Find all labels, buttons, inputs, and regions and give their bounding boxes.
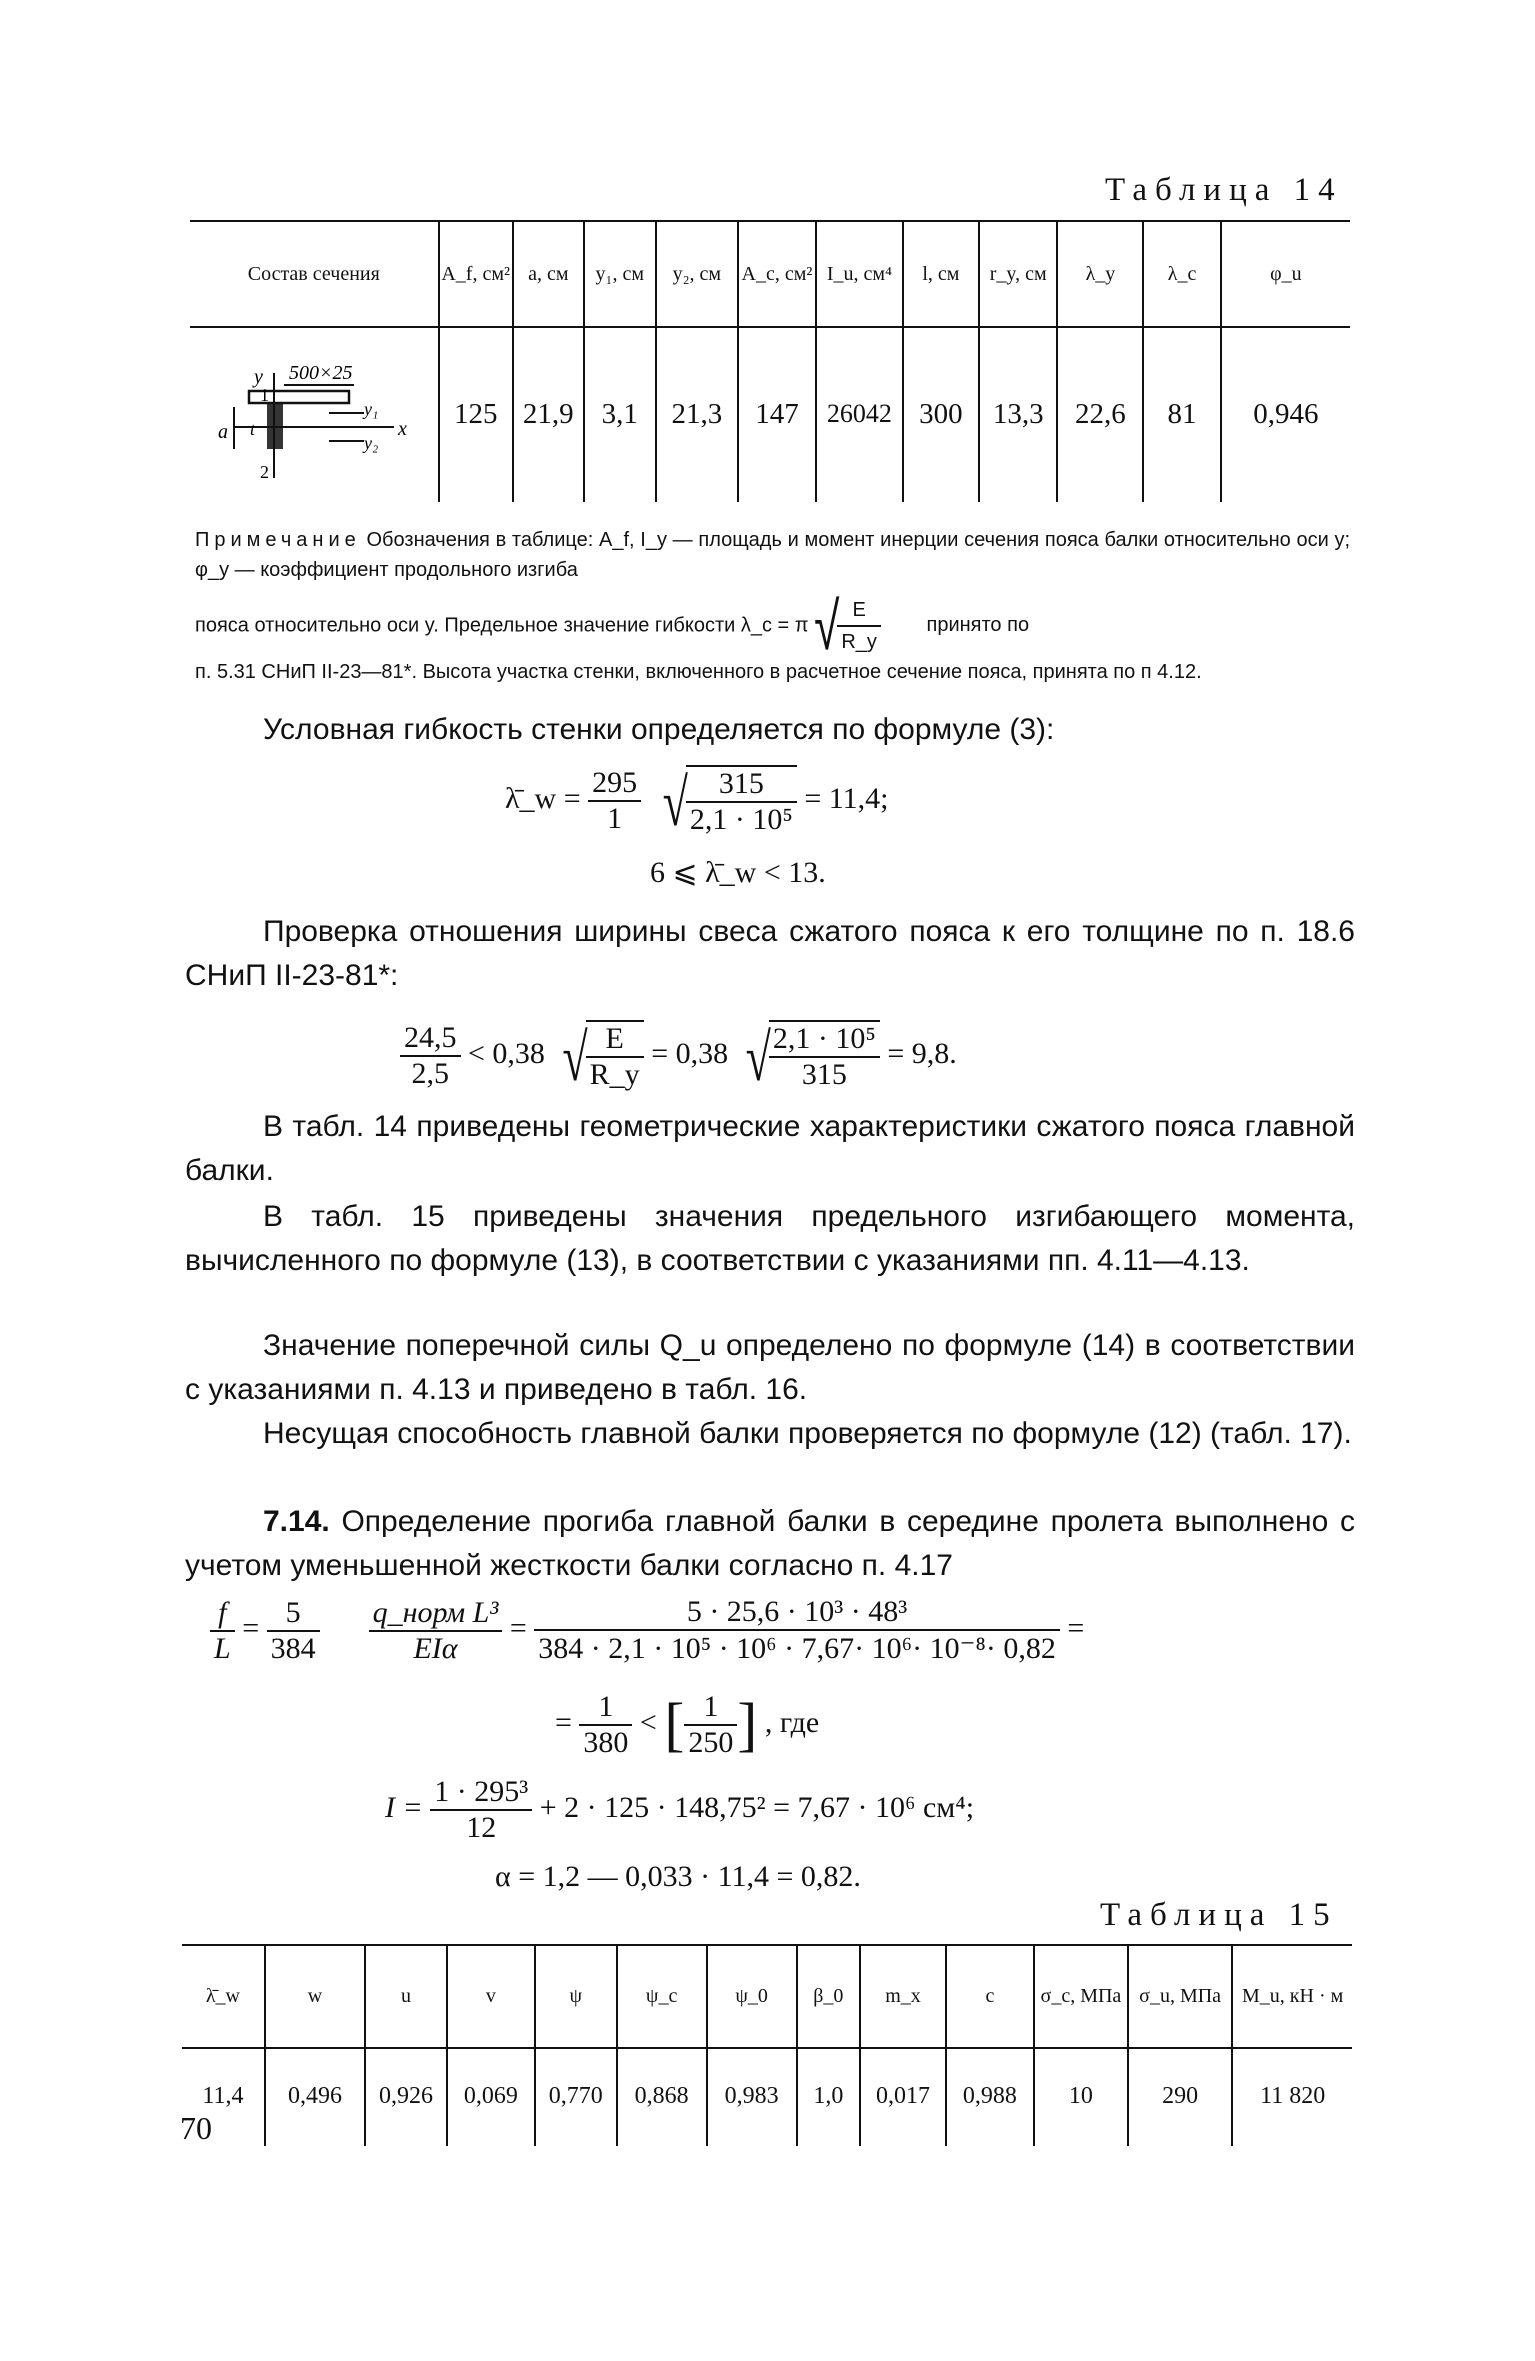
t14-v11: 0,946 <box>1221 326 1350 502</box>
para-3: В табл. 14 приведены геометрические характеристики сжатого пояса главной балки. <box>185 1110 1355 1187</box>
t15-v4: 0,770 <box>535 2046 617 2146</box>
t15-h6: ψ_0 <box>707 1946 797 2046</box>
t15-h10: σ_c, МПа <box>1034 1946 1128 2046</box>
t15-h2: u <box>365 1946 447 2046</box>
svg-text:1: 1 <box>259 385 269 405</box>
f1-result: = 11,4; <box>804 781 889 815</box>
t14-h11: φ_u <box>1221 222 1350 326</box>
t15-h12: M_u, кН · м <box>1232 1946 1352 2046</box>
t15-h4: ψ <box>535 1946 617 2046</box>
t15-v1: 0,496 <box>265 2046 365 2146</box>
t15-v7: 1,0 <box>797 2046 860 2146</box>
t15-v0: 11,4 <box>202 2082 244 2109</box>
table-note <box>195 525 1350 687</box>
t15-h0: λ̄_w <box>205 1985 240 2007</box>
para-7-text: Определение прогиба главной балки в середине пролета выполнено с учетом уменьшенной жесткости балки согласно п. 4.17 <box>185 1505 1355 1582</box>
table-15 <box>182 1946 1352 2146</box>
t15-v3: 0,069 <box>447 2046 535 2146</box>
para-5: Значение поперечной силы Q_u определено по формуле (14) в соответствии с указаниями п. 4.13 и приведено в табл. 16. <box>185 1329 1355 1406</box>
t14-h4: y₂, см <box>656 222 738 326</box>
t14-h7: l, см <box>903 222 979 326</box>
t15-h7: β_0 <box>797 1946 860 2046</box>
t14-h0: Состав сечения <box>247 263 380 285</box>
para-6: Несущая способность главной балки проверяется по формуле (12) (табл. 17). <box>263 1417 1352 1450</box>
t14-v7: 300 <box>903 326 979 502</box>
note-label: Примечание <box>195 529 361 551</box>
table14-caption: Таблица 14 <box>1105 172 1343 208</box>
formula-inertia: I = $\frac{\text{1 · 295³}}{12}$ + 2 · 125 · 148,75² = 7,67 · 10⁶ см⁴; <box>385 1775 975 1844</box>
t15-h1: w <box>265 1946 365 2046</box>
svg-text:t: t <box>249 419 255 439</box>
t15-h3: v <box>447 1946 535 2046</box>
section-sketch <box>194 343 434 493</box>
t14-h8: r_y, см <box>979 222 1057 326</box>
t15-v10: 10 <box>1034 2046 1128 2146</box>
t15-v8: 0,017 <box>860 2046 946 2146</box>
t14-h5: A_c, см² <box>738 222 816 326</box>
t14-h3: y₁, см <box>584 222 656 326</box>
t14-sketch-cell <box>190 326 439 502</box>
page-number: 70 <box>180 2110 212 2146</box>
t14-v10: 81 <box>1143 326 1220 502</box>
note-line2a: пояса относительно оси y. Предельное значение гибкости λ_c = π <box>195 614 809 637</box>
f1-lhs: λ̄_w = <box>505 781 581 815</box>
t15-v11: 290 <box>1128 2046 1232 2146</box>
t14-v4: 21,3 <box>656 326 738 502</box>
t15-v12: 11 820 <box>1232 2046 1352 2146</box>
t14-h6: I_u, см⁴ <box>816 222 903 326</box>
svg-text:500×25: 500×25 <box>288 362 353 384</box>
t15-h11: σ_u, МПа <box>1128 1946 1232 2046</box>
t14-h9: λ_y <box>1057 222 1143 326</box>
t15-h8: m_x <box>860 1946 946 2046</box>
svg-text:y₂: y₂ <box>363 433 379 453</box>
svg-text:x: x <box>397 418 407 440</box>
para-4: В табл. 15 приведены значения предельного изгибающего момента, вычисленного по формуле (13), в соответствии с указаниями пп. 4.11—4.13. <box>185 1200 1355 1277</box>
t15-h9: c <box>946 1946 1034 2046</box>
formula-range: 6 ⩽ λ̄_w < 13. <box>650 856 826 889</box>
table-14 <box>190 222 1350 502</box>
t15-v9: 0,988 <box>946 2046 1034 2146</box>
t15-v2: 0,926 <box>365 2046 447 2146</box>
svg-text:a: a <box>217 421 228 443</box>
t14-v8: 13,3 <box>979 326 1057 502</box>
para-2: Проверка отношения ширины свеса сжатого пояса к его толщине по п. 18.6 СНиП II-23-81*: <box>185 915 1355 992</box>
formula-alpha: α = 1,2 — 0,033 · 11,4 = 0,82. <box>495 1860 861 1893</box>
svg-text:2: 2 <box>259 462 269 482</box>
note-line2b: принято по <box>926 614 1030 637</box>
t14-v9: 22,6 <box>1057 326 1143 502</box>
formula-overhang: $\frac{24,5}{2,5}$ < 0,38 √ $\frac{E}{R\_y}$ = 0,38 √ $\frac{\text{2,1 · 10⁵}}{315}$ = 9,8. <box>400 1020 957 1092</box>
t14-v6: 26042 <box>816 326 903 502</box>
section-number: 7.14. <box>263 1505 330 1538</box>
t14-v2: 21,9 <box>513 326 584 502</box>
t14-v1: 125 <box>439 326 513 502</box>
note-line1: Обозначения в таблице: A_f, I_y — площадь и момент инерции сечения пояса балки относительно оси y; φ_y — коэффициент продольного изгиба <box>195 529 1351 581</box>
t15-h5: ψ_c <box>617 1946 707 2046</box>
t14-v3: 3,1 <box>584 326 656 502</box>
para-7 <box>185 1500 1355 1588</box>
t15-v5: 0,868 <box>617 2046 707 2146</box>
formula-slenderness: λ̄_w = $\frac{295}{1}$ √ $\frac{315}{\text{2,1 · 10⁵}}$ = 11,4; <box>505 765 889 839</box>
svg-text:y₁: y₁ <box>363 399 379 419</box>
table15-caption: Таблица 15 <box>1100 1897 1338 1933</box>
formula-deflection-result: = $\frac{1}{380}$ < [ $\frac{1}{250}$ ] , где <box>555 1690 820 1759</box>
t14-h2: a, см <box>513 222 584 326</box>
note-sqrt: √ $\frac{E}{R\_y}$ <box>814 595 881 657</box>
note-line3: п. 5.31 СНиП II-23—81*. Высота участка стенки, включенного в расчетное сечение пояса, принята по п 4.12. <box>195 661 1202 683</box>
svg-text:y: y <box>253 366 263 388</box>
t15-v6: 0,983 <box>707 2046 797 2146</box>
t14-v5: 147 <box>738 326 816 502</box>
t14-h10: λ_c <box>1143 222 1220 326</box>
para-1: Условная гибкость стенки определяется по формуле (3): <box>263 713 1055 746</box>
formula-deflection: $\frac{f}{L}$ = $\frac{5}{384}$ q_норм L³ EIα = $\frac{\text{5 · 25,6 · 10³ · 48³}}{\text{384 · 2,1 · 10⁵ · 10⁶ · 7,67· 10⁶· 10⁻⁸· 0,82}}$ = <box>210 1595 1084 1666</box>
t14-h1: A_f, см² <box>439 222 513 326</box>
